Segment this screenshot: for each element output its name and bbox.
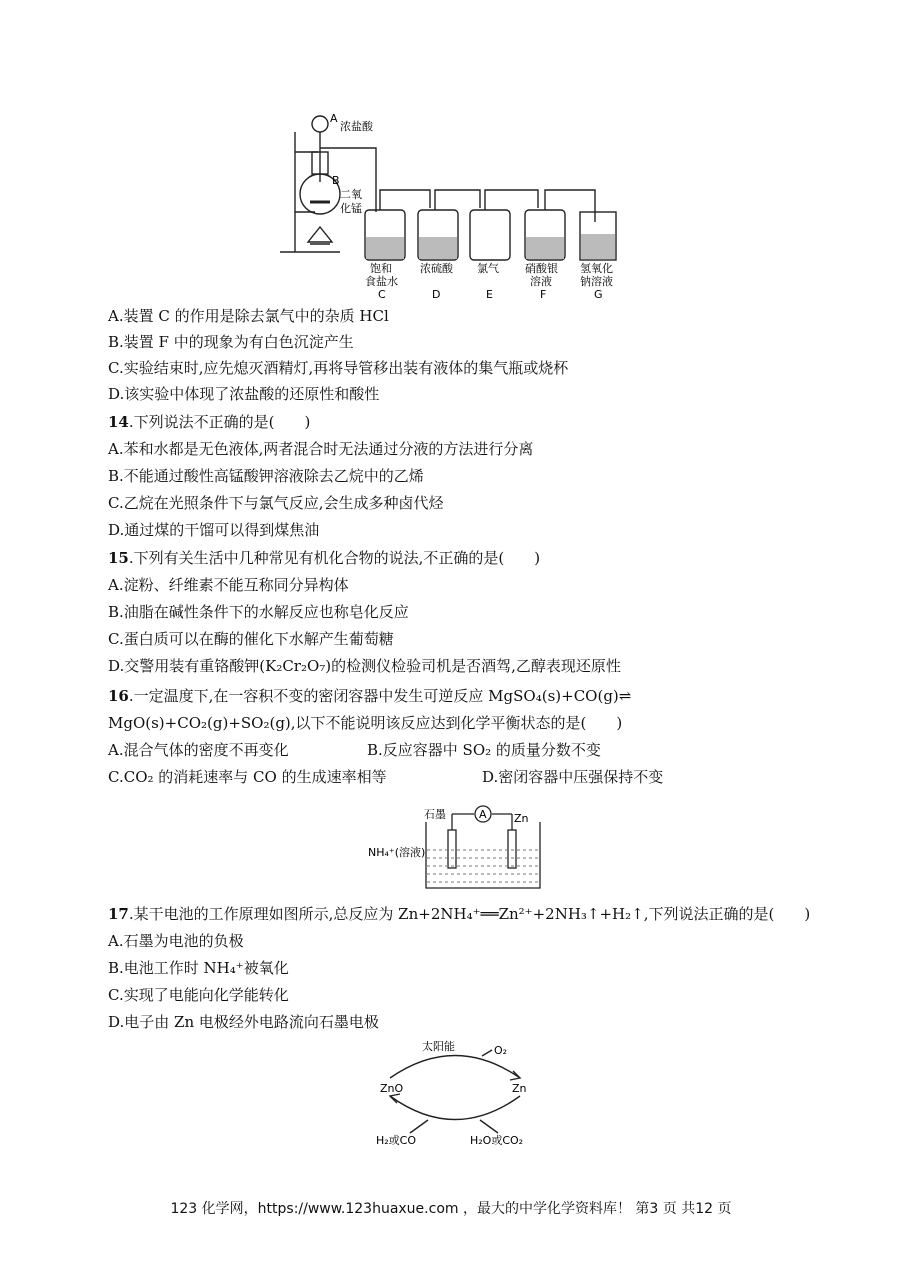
q15-stem (108, 548, 540, 568)
q16-text1: .一定温度下,在一容积不变的密闭容器中发生可逆反应 MgSO₄(s)+CO(g)⇌ (128, 687, 632, 705)
q17-option-a: A.石墨为电池的负极 (108, 932, 244, 950)
zn-electrode-label: Zn (514, 812, 529, 825)
bottle-e-letter: E (486, 288, 493, 301)
label-acid: 浓盐酸 (340, 120, 373, 133)
q14-option-c: C.乙烷在光照条件下与氯气反应,会生成多种卤代烃 (108, 494, 444, 512)
q16-option-b: B.反应容器中 SO₂ 的质量分数不变 (367, 741, 601, 759)
q16-number: 16 (108, 687, 129, 705)
q13-option-c: C.实验结束时,应先熄灭酒精灯,再将导管移出装有液体的集气瓶或烧杯 (108, 359, 569, 377)
q17-text: .某干电池的工作原理如图所示,总反应为 Zn+2NH₄⁺══Zn²⁺+2NH₃↑+H₂↑,下列说法正确的是( ) (128, 905, 811, 923)
q17-number: 17 (108, 905, 129, 923)
q17-option-d: D.电子由 Zn 电极经外电路流向石墨电极 (108, 1013, 379, 1031)
q16-stem-line1 (108, 686, 631, 706)
zn-label: Zn (512, 1082, 527, 1095)
q13-option-d: D.该实验中体现了浓盐酸的还原性和酸性 (108, 385, 380, 403)
q14-option-a: A.苯和水都是无色液体,两者混合时无法通过分液的方法进行分离 (108, 440, 534, 458)
bottle-f-l1: 硝酸银 (525, 262, 558, 275)
solar-energy-label: 太阳能 (422, 1040, 455, 1053)
q14-text: .下列说法不正确的是( ) (128, 413, 311, 431)
q17-option-c: C.实现了电能向化学能转化 (108, 986, 289, 1004)
label-mno2-1: 二氧 (340, 188, 362, 201)
bottle-g-l2: 钠溶液 (580, 275, 613, 288)
bottle-f-letter: F (540, 288, 547, 301)
q16-option-c: C.CO₂ 的消耗速率与 CO 的生成速率相等 (108, 768, 387, 786)
q15-text: .下列有关生活中几种常见有机化合物的说法,不正确的是( ) (128, 549, 541, 567)
bottle-c-l2: 食盐水 (365, 275, 398, 288)
o2-label: O₂ (494, 1044, 508, 1057)
q15-option-b: B.油脂在碱性条件下的水解反应也称皂化反应 (108, 603, 409, 621)
q16-stem-line2: MgO(s)+CO₂(g)+SO₂(g),以下不能说明该反应达到化学平衡状态的是( ) (108, 714, 623, 732)
bottle-e-l1: 氯气 (477, 262, 499, 275)
q16-option-a: A.混合气体的密度不再变化 (108, 741, 289, 759)
dry-cell-figure (368, 800, 548, 895)
h2o-or-co2-label: H₂O或CO₂ (470, 1134, 524, 1147)
q14-option-d: D.通过煤的干馏可以得到煤焦油 (108, 521, 320, 539)
q15-option-a: A.淀粉、纤维素不能互称同分异构体 (108, 576, 349, 594)
page-footer: 123 化学网，https://www.123huaxue.com ，最大的中学化学资料库！ 第3 页 共12 页 (170, 1201, 732, 1217)
bottle-f-l2: 溶液 (530, 275, 552, 288)
q14-stem (108, 412, 310, 432)
q13-option-a: A.装置 C 的作用是除去氯气中的杂质 HCl (108, 307, 389, 325)
q15-option-d: D.交警用装有重铬酸钾(K₂Cr₂O₇)的检测仪检验司机是否酒驾,乙醇表现还原性 (108, 657, 621, 675)
q17-stem (108, 904, 810, 924)
q17-option-b: B.电池工作时 NH₄⁺被氧化 (108, 959, 289, 977)
bottle-d-letter: D (432, 288, 441, 301)
bottle-c-letter: C (378, 288, 386, 301)
bottle-c-l1: 饱和 (370, 262, 392, 275)
solution-label: NH₄⁺(溶液) (368, 846, 426, 859)
bottle-d-l1: 浓硫酸 (420, 262, 453, 275)
q15-number: 15 (108, 549, 129, 567)
zno-cycle-figure (370, 1038, 540, 1148)
h2-or-co-label: H₂或CO (376, 1134, 417, 1147)
q16-option-d: D.密闭容器中压强保持不变 (482, 768, 664, 786)
graphite-label: 石墨 (424, 808, 446, 821)
label-mno2-2: 化锰 (340, 202, 362, 215)
label-a: A (330, 112, 338, 125)
zno-label: ZnO (380, 1082, 404, 1095)
bottle-g-letter: G (594, 288, 603, 301)
chlorine-apparatus-figure (270, 112, 630, 302)
bottle-g-l1: 氢氧化 (580, 262, 613, 275)
q15-option-c: C.蛋白质可以在酶的催化下水解产生葡萄糖 (108, 630, 394, 648)
ammeter-label: A (479, 808, 487, 821)
q13-option-b: B.装置 F 中的现象为有白色沉淀产生 (108, 333, 354, 351)
label-b: B (332, 174, 340, 187)
q14-number: 14 (108, 413, 129, 431)
q14-option-b: B.不能通过酸性高锰酸钾溶液除去乙烷中的乙烯 (108, 467, 424, 485)
